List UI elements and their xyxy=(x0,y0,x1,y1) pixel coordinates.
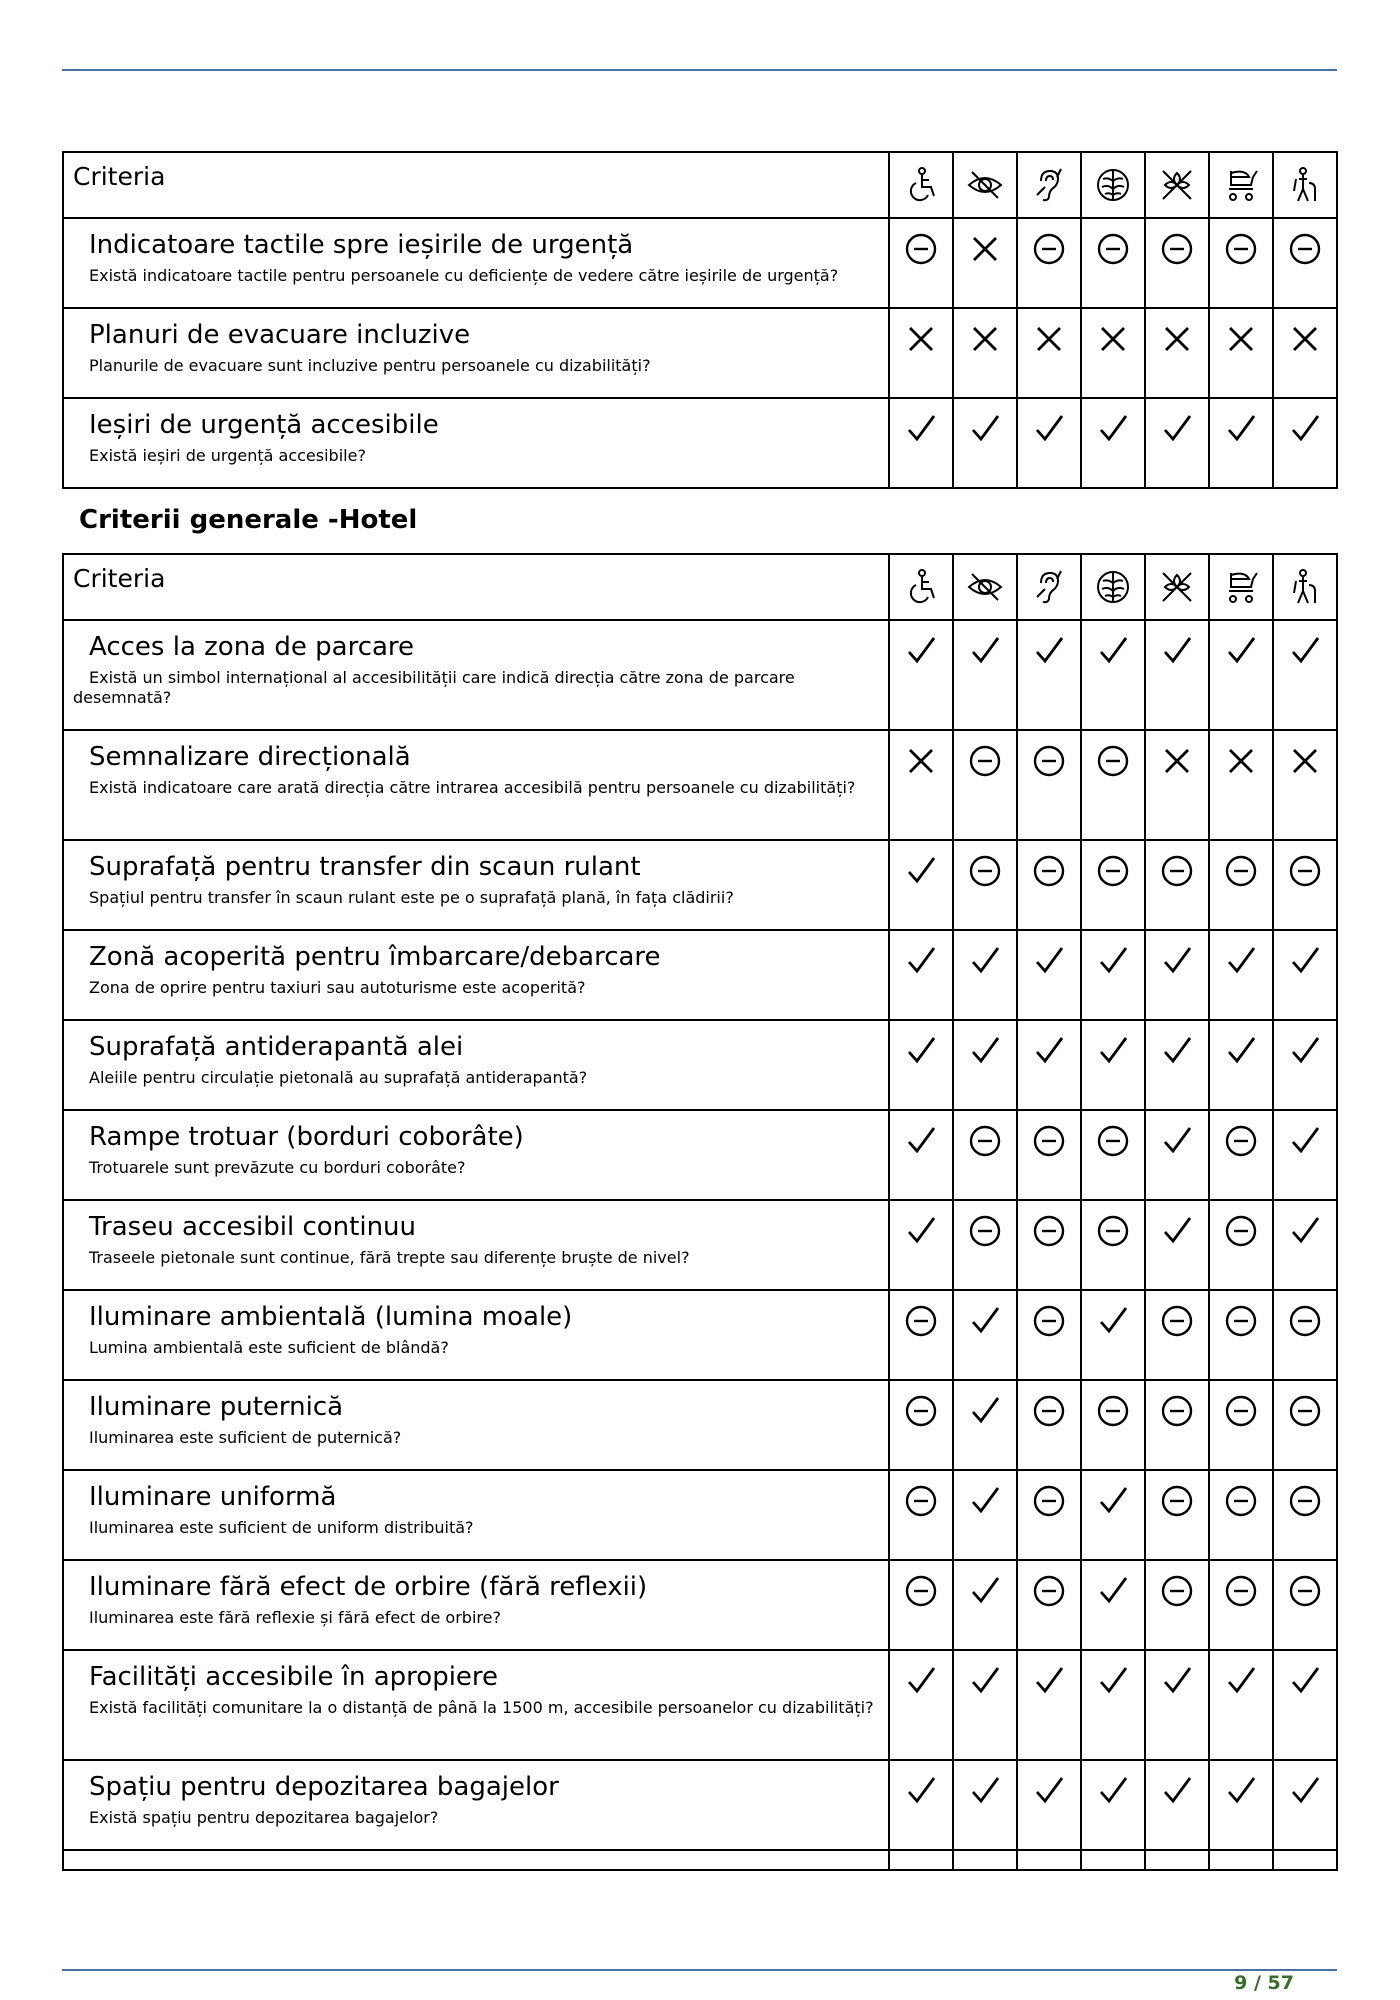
criteria-title: Zonă acoperită pentru îmbarcare/debarcare xyxy=(89,942,661,972)
check-mark-icon xyxy=(953,1470,1017,1560)
empty-cell xyxy=(1081,1850,1145,1870)
criteria-header: Criteria xyxy=(63,554,889,620)
header-rule xyxy=(62,69,1337,71)
criteria-description: Iluminarea este suficient de uniform distribuită? xyxy=(89,1518,474,1537)
footer-rule xyxy=(62,1969,1337,1971)
check-mark-icon xyxy=(1209,1760,1273,1850)
check-mark-icon xyxy=(889,1020,953,1110)
cross-mark-icon xyxy=(953,218,1017,308)
check-mark-icon xyxy=(953,620,1017,730)
criteria-row xyxy=(63,1470,1337,1560)
check-mark-icon xyxy=(1017,398,1081,488)
section-title: Criterii generale -Hotel xyxy=(79,505,418,535)
criteria-title: Suprafață antiderapantă alei xyxy=(89,1032,464,1062)
cross-mark-icon xyxy=(1145,730,1209,840)
partial-mark-icon xyxy=(1145,1470,1209,1560)
check-mark-icon xyxy=(889,1110,953,1200)
criteria-header: Criteria xyxy=(63,152,889,218)
partial-mark-icon xyxy=(953,840,1017,930)
criteria-cell xyxy=(63,1380,889,1470)
cross-mark-icon xyxy=(1209,308,1273,398)
check-mark-icon xyxy=(953,1650,1017,1760)
criteria-description: Planurile de evacuare sunt incluzive pentru persoanele cu dizabilități? xyxy=(89,356,651,375)
partial-mark-icon xyxy=(1209,840,1273,930)
wheelchair-icon xyxy=(889,152,953,218)
check-mark-icon xyxy=(1145,620,1209,730)
criteria-description: Există indicatoare care arată direcția către intrarea accesibilă pentru persoanele cu dizabilități? xyxy=(89,778,856,797)
criteria-cell xyxy=(63,1760,889,1850)
criteria-row xyxy=(63,218,1337,308)
check-mark-icon xyxy=(953,1020,1017,1110)
criteria-description: Există ieșiri de urgență accesibile? xyxy=(89,446,366,465)
check-mark-icon xyxy=(953,1290,1017,1380)
check-mark-icon xyxy=(1081,1020,1145,1110)
partial-mark-icon xyxy=(1081,1110,1145,1200)
partial-mark-icon xyxy=(1081,218,1145,308)
partial-mark-icon xyxy=(1017,1200,1081,1290)
partial-mark-icon xyxy=(1017,1110,1081,1200)
criteria-title: Iluminare ambientală (lumina moale) xyxy=(89,1302,573,1332)
partial-mark-icon xyxy=(889,1380,953,1470)
criteria-title: Iluminare fără efect de orbire (fără reflexii) xyxy=(89,1572,648,1602)
check-mark-icon xyxy=(1145,1760,1209,1850)
check-mark-icon xyxy=(1209,398,1273,488)
criteria-cell xyxy=(63,1110,889,1200)
partial-mark-icon xyxy=(1145,1290,1209,1380)
check-mark-icon xyxy=(1081,398,1145,488)
partial-mark-icon xyxy=(1209,1290,1273,1380)
criteria-cell xyxy=(63,620,889,730)
cross-mark-icon xyxy=(1273,308,1337,398)
criteria-description: Lumina ambientală este suficient de blândă? xyxy=(89,1338,449,1357)
check-mark-icon xyxy=(889,1650,953,1760)
partial-mark-icon xyxy=(1145,1380,1209,1470)
check-mark-icon xyxy=(1273,1760,1337,1850)
check-mark-icon xyxy=(889,398,953,488)
criteria-cell xyxy=(63,218,889,308)
cross-mark-icon xyxy=(889,308,953,398)
criteria-title: Iluminare uniformă xyxy=(89,1482,337,1512)
check-mark-icon xyxy=(1081,620,1145,730)
criteria-cell xyxy=(63,1290,889,1380)
criteria-title: Rampe trotuar (borduri coborâte) xyxy=(89,1122,524,1152)
partial-mark-icon xyxy=(1145,840,1209,930)
partial-mark-icon xyxy=(889,1470,953,1560)
check-mark-icon xyxy=(1081,1560,1145,1650)
pram-icon xyxy=(1209,152,1273,218)
criteria-row xyxy=(63,930,1337,1020)
check-mark-icon xyxy=(953,1560,1017,1650)
cross-mark-icon xyxy=(953,308,1017,398)
criteria-row xyxy=(63,1380,1337,1470)
check-mark-icon xyxy=(1017,620,1081,730)
criteria-row xyxy=(63,1560,1337,1650)
check-mark-icon xyxy=(1145,1200,1209,1290)
criteria-description: Iluminarea este suficient de puternică? xyxy=(89,1428,402,1447)
allergy-icon xyxy=(1145,152,1209,218)
check-mark-icon xyxy=(1145,398,1209,488)
check-mark-icon xyxy=(1273,1200,1337,1290)
check-mark-icon xyxy=(953,930,1017,1020)
check-mark-icon xyxy=(889,620,953,730)
partial-mark-icon xyxy=(1017,1470,1081,1560)
criteria-cell xyxy=(63,398,889,488)
partial-mark-icon xyxy=(1145,1560,1209,1650)
partial-mark-icon xyxy=(889,1560,953,1650)
table-header-row xyxy=(63,152,1337,218)
partial-mark-icon xyxy=(953,1200,1017,1290)
criteria-title: Indicatoare tactile spre ieșirile de urgență xyxy=(89,230,634,260)
partial-mark-icon xyxy=(1273,218,1337,308)
criteria-cell xyxy=(63,308,889,398)
criteria-cell xyxy=(63,1200,889,1290)
table-header-row xyxy=(63,554,1337,620)
check-mark-icon xyxy=(953,1760,1017,1850)
check-mark-icon xyxy=(889,1760,953,1850)
partial-mark-icon xyxy=(953,730,1017,840)
check-mark-icon xyxy=(1017,1760,1081,1850)
check-mark-icon xyxy=(1273,398,1337,488)
partial-mark-icon xyxy=(1017,840,1081,930)
check-mark-icon xyxy=(1145,930,1209,1020)
criteria-row xyxy=(63,1110,1337,1200)
partial-mark-icon xyxy=(1081,1380,1145,1470)
criteria-description: Iluminarea este fără reflexie și fără efect de orbire? xyxy=(89,1608,501,1627)
partial-mark-icon xyxy=(1273,1380,1337,1470)
criteria-description: Trotuarele sunt prevăzute cu borduri coborâte? xyxy=(89,1158,466,1177)
criteria-row xyxy=(63,620,1337,730)
continued-row xyxy=(63,1850,1337,1870)
check-mark-icon xyxy=(1017,930,1081,1020)
criteria-row xyxy=(63,730,1337,840)
criteria-cell xyxy=(63,1470,889,1560)
criteria-cell xyxy=(63,1650,889,1760)
check-mark-icon xyxy=(1081,930,1145,1020)
cross-mark-icon xyxy=(889,730,953,840)
criteria-title: Planuri de evacuare incluzive xyxy=(89,320,471,350)
empty-cell xyxy=(63,1850,889,1870)
empty-cell xyxy=(1145,1850,1209,1870)
cross-mark-icon xyxy=(1273,730,1337,840)
criteria-row xyxy=(63,1290,1337,1380)
check-mark-icon xyxy=(1209,930,1273,1020)
criteria-row xyxy=(63,308,1337,398)
partial-mark-icon xyxy=(1209,1380,1273,1470)
criteria-title: Traseu accesibil continuu xyxy=(89,1212,417,1242)
criteria-description: Există indicatoare tactile pentru persoanele cu deficiențe de vedere către ieșirile de urgență? xyxy=(89,266,839,285)
page-number: 9 / 57 xyxy=(1234,1972,1294,1994)
check-mark-icon xyxy=(889,1200,953,1290)
partial-mark-icon xyxy=(1273,1290,1337,1380)
partial-mark-icon xyxy=(1209,1560,1273,1650)
criteria-description: Există un simbol internațional al accesibilității care indică direcția către zona de parcare desemnată? xyxy=(73,668,795,707)
check-mark-icon xyxy=(1209,1020,1273,1110)
partial-mark-icon xyxy=(1273,1560,1337,1650)
criteria-row xyxy=(63,398,1337,488)
criteria-cell xyxy=(63,1020,889,1110)
partial-mark-icon xyxy=(889,218,953,308)
criteria-title: Acces la zona de parcare xyxy=(89,632,415,662)
check-mark-icon xyxy=(953,398,1017,488)
partial-mark-icon xyxy=(1273,840,1337,930)
cross-mark-icon xyxy=(1145,308,1209,398)
partial-mark-icon xyxy=(1209,1200,1273,1290)
check-mark-icon xyxy=(1273,1020,1337,1110)
criteria-cell xyxy=(63,1560,889,1650)
check-mark-icon xyxy=(1017,1650,1081,1760)
check-mark-icon xyxy=(1145,1020,1209,1110)
partial-mark-icon xyxy=(1017,1560,1081,1650)
criteria-row xyxy=(63,1200,1337,1290)
visual-impairment-icon xyxy=(953,152,1017,218)
partial-mark-icon xyxy=(1017,218,1081,308)
partial-mark-icon xyxy=(1081,1200,1145,1290)
pram-icon xyxy=(1209,554,1273,620)
check-mark-icon xyxy=(1081,1470,1145,1560)
criteria-cell xyxy=(63,930,889,1020)
criteria-cell xyxy=(63,730,889,840)
partial-mark-icon xyxy=(889,1290,953,1380)
allergy-icon xyxy=(1145,554,1209,620)
criteria-description: Spațiul pentru transfer în scaun rulant este pe o suprafață plană, în fața clădirii? xyxy=(89,888,734,907)
elderly-icon xyxy=(1273,554,1337,620)
partial-mark-icon xyxy=(1017,1380,1081,1470)
criteria-description: Zona de oprire pentru taxiuri sau autoturisme este acoperită? xyxy=(89,978,586,997)
criteria-row xyxy=(63,840,1337,930)
check-mark-icon xyxy=(953,1380,1017,1470)
criteria-table-hotel xyxy=(62,553,1338,1871)
check-mark-icon xyxy=(1081,1760,1145,1850)
check-mark-icon xyxy=(1017,1020,1081,1110)
check-mark-icon xyxy=(889,840,953,930)
check-mark-icon xyxy=(889,930,953,1020)
partial-mark-icon xyxy=(1209,218,1273,308)
partial-mark-icon xyxy=(953,1110,1017,1200)
check-mark-icon xyxy=(1145,1110,1209,1200)
partial-mark-icon xyxy=(1017,730,1081,840)
criteria-row xyxy=(63,1760,1337,1850)
criteria-cell xyxy=(63,840,889,930)
cognitive-impairment-icon xyxy=(1081,554,1145,620)
partial-mark-icon xyxy=(1273,1470,1337,1560)
check-mark-icon xyxy=(1081,1290,1145,1380)
criteria-description: Traseele pietonale sunt continue, fără trepte sau diferențe bruște de nivel? xyxy=(89,1248,690,1267)
criteria-row xyxy=(63,1020,1337,1110)
check-mark-icon xyxy=(1081,1650,1145,1760)
partial-mark-icon xyxy=(1081,840,1145,930)
elderly-icon xyxy=(1273,152,1337,218)
empty-cell xyxy=(889,1850,953,1870)
cross-mark-icon xyxy=(1081,308,1145,398)
partial-mark-icon xyxy=(1017,1290,1081,1380)
criteria-title: Facilități accesibile în apropiere xyxy=(89,1662,499,1692)
check-mark-icon xyxy=(1273,1110,1337,1200)
check-mark-icon xyxy=(1145,1650,1209,1760)
check-mark-icon xyxy=(1209,620,1273,730)
partial-mark-icon xyxy=(1145,218,1209,308)
criteria-description: Aleiile pentru circulație pietonală au suprafață antiderapantă? xyxy=(89,1068,588,1087)
cognitive-impairment-icon xyxy=(1081,152,1145,218)
partial-mark-icon xyxy=(1209,1470,1273,1560)
empty-cell xyxy=(953,1850,1017,1870)
criteria-table-emergency xyxy=(62,151,1338,489)
criteria-title: Ieșiri de urgență accesibile xyxy=(89,410,439,440)
cross-mark-icon xyxy=(1209,730,1273,840)
cross-mark-icon xyxy=(1017,308,1081,398)
check-mark-icon xyxy=(1209,1650,1273,1760)
hearing-impairment-icon xyxy=(1017,554,1081,620)
partial-mark-icon xyxy=(1081,730,1145,840)
check-mark-icon xyxy=(1273,620,1337,730)
criteria-description: Există facilități comunitare la o distanță de până la 1500 m, accesibile persoanelor cu dizabilități? xyxy=(89,1698,874,1717)
wheelchair-icon xyxy=(889,554,953,620)
criteria-title: Semnalizare direcțională xyxy=(89,742,411,772)
partial-mark-icon xyxy=(1209,1110,1273,1200)
criteria-title: Spațiu pentru depozitarea bagajelor xyxy=(89,1772,559,1802)
check-mark-icon xyxy=(1273,930,1337,1020)
empty-cell xyxy=(1017,1850,1081,1870)
check-mark-icon xyxy=(1273,1650,1337,1760)
empty-cell xyxy=(1273,1850,1337,1870)
criteria-description: Există spațiu pentru depozitarea bagajelor? xyxy=(89,1808,439,1827)
empty-cell xyxy=(1209,1850,1273,1870)
hearing-impairment-icon xyxy=(1017,152,1081,218)
criteria-title: Iluminare puternică xyxy=(89,1392,344,1422)
criteria-row xyxy=(63,1650,1337,1760)
visual-impairment-icon xyxy=(953,554,1017,620)
criteria-title: Suprafață pentru transfer din scaun rulant xyxy=(89,852,641,882)
